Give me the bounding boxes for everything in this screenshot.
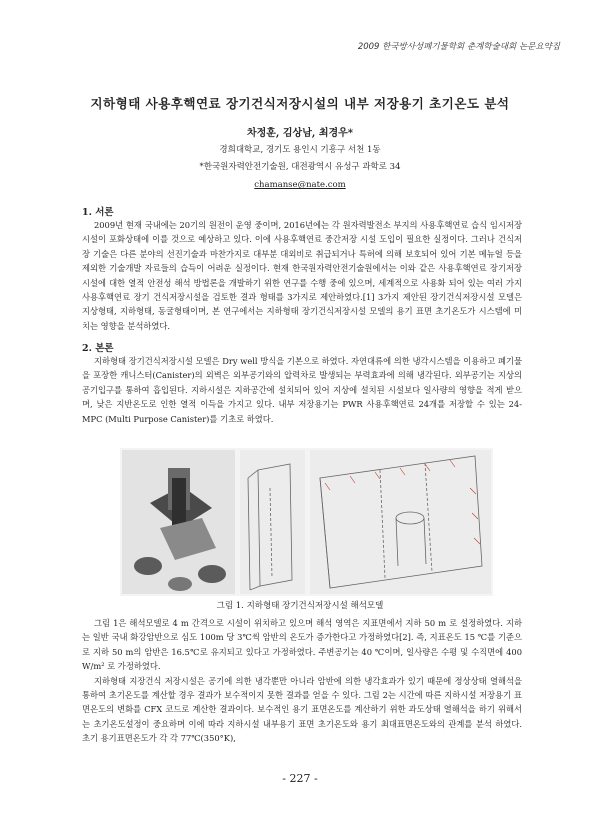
affiliation-2: *한국원자력안전기술원, 대전광역시 유성구 과학로 34 bbox=[199, 162, 401, 172]
main-body-2 bbox=[82, 616, 522, 746]
section-heading-main: 2. 본론 bbox=[82, 343, 114, 354]
section-heading-intro: 1. 서론 bbox=[82, 207, 114, 218]
authors: 차정훈, 김상남, 최경우* bbox=[246, 128, 354, 139]
author-email[interactable]: chamanse@nate.com bbox=[254, 180, 346, 190]
figure-caption: 그림 1. 지하형태 장기건식저장시설 해석모델 bbox=[216, 601, 384, 611]
main-paragraph-3: 지하형태 지장건식 저장시설은 공기에 의한 냉각뿐만 아니라 암반에 의한 냉각효과가 있기 때문에 정상상태 열해석을 통하여 초기온도를 계산할 경우 결과가 보수적이지 못한 결과를 얻을 수 있다. 그림 2는 시간에 따른 지하시설 저장용기 표면온도의 변화를 CFX 코드로 계산한 결과이다. 보수적인 용기 표면온도를 계산하기 위한 과도상태 열해석을 하기 위해서는 초기온도설정이 중요하며 이에 따라 지하시설 내부용기 표면 초기온도와 용기 최대표면온도와의 관계를 분석 하였다. 초기 용기표면온도가 각 각 77℃(350°K), bbox=[82, 675, 522, 744]
figure-panel-render bbox=[122, 450, 235, 594]
intro-body bbox=[82, 218, 522, 333]
affiliation-1: 경희대학교, 경기도 용인시 기흥구 서천 1동 bbox=[219, 145, 381, 155]
proceedings-header: 2009 한국방사성폐기물학회 춘계학술대회 논문요약집 bbox=[357, 42, 560, 52]
figure-panel-mesh bbox=[240, 450, 305, 594]
intro-paragraph: 2009년 현재 국내에는 20기의 원전이 운영 중이며, 2016년에는 각 원자력발전소 부지의 사용후핵연료 습식 임시저장시설이 포화상태에 이를 것으로 예상하고 있다. 이에 사용후핵연료 중간저장 시설 도입이 필요한 실정이다. 그러나 건식저장 기술은 다른 분야의 선진기술과 마찬가지로 대부분 대외비로 취급되거나 특허에 의해 보호되어 있어 기본 메뉴얼 등을 제외한 기술개발 자료들의 습득이 어려운 실정이다. 현재 한국원자력안전기술원에서는 이와 같은 사용후핵연료 장기저장 시설에 대한 열적 안전성 해석 방법론을 개발하기 위한 연구를 수행 중에 있으며, 세계적으로 사용화 되어 있는 여러 가지 사용후핵연료 장기 건식저장시설을 검토한 결과 형태를 3가지로 제안하였다.[1] 3가지 제안된 장기건식저장시설 모델은 지상형태, 지하형태, 동굴형태이며, 본 연구에서는 지하형태 장기건식저장시설 모델의 용기 표면 초기온도가 시스템에 미치는 영향을 분석하였다. bbox=[82, 220, 522, 331]
main-paragraph-1: 지하형태 장기건식저장시설 모델은 Dry well 방식을 기본으로 하였다. 자연대류에 의한 냉각시스템을 이용하고 폐기물을 포장한 캐니스터(Canister)의 외벽은 외부공기와의 압력차로 발생되는 부력효과에 의해 냉각된다. 외부공기는 지상의 공기입구를 통하여 흡입된다. 지하시설은 지하공간에 설치되어 있어 지상에 설치된 시설보다 일사량의 영향을 적게 받으며, 낮은 지반온도로 인한 열적 이득을 가지고 있다. 내부 저장용기는 PWR 사용후핵연료 24개를 저장할 수 있는 24-MPC (Multi Purpose Canister)를 기초로 하였다. bbox=[82, 356, 522, 424]
main-body-1 bbox=[82, 354, 522, 426]
figure-panel-boundary bbox=[310, 450, 491, 594]
main-paragraph-2: 그림 1은 해석모델로 4 m 간격으로 시설이 위치하고 있으며 해석 영역은 지표면에서 지하 50 m 로 설정하였다. 지하는 일반 국내 화강암반으로 심도 100m 당 3℃씩 암반의 온도가 증가한다고 가정하였다[2]. 즉, 지표온도 15 ℃를 기준으로 지하 50 m의 암반은 16.5℃로 유지되고 있다고 가정하였다. 주변공기는 40 ℃이며, 일사량은 수평 및 수직면에 400 W/m² 로 가정하였다. bbox=[82, 618, 522, 672]
paper-title: 지하형태 사용후핵연료 장기건식저장시설의 내부 저장용기 초기온도 분석 bbox=[90, 96, 510, 111]
page-number: - 227 - bbox=[282, 772, 318, 785]
analysis-model-figure bbox=[120, 448, 493, 596]
